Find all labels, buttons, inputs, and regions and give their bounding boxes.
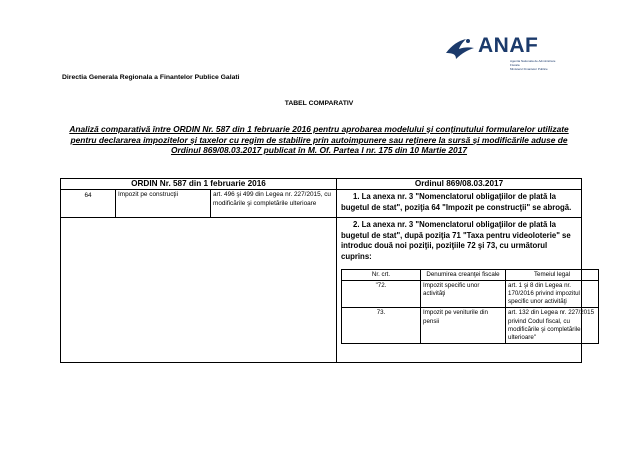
nested-cell: art. 132 din Legea nr. 227/2015 privind Codul fiscal, cu modificările şi completările ulterioare" <box>506 308 599 344</box>
nested-cell: art. 1 şi 8 din Legea nr. 170/2016 privind impozitul specific unor activităţi <box>506 280 599 308</box>
logo-tagline: Agentia Nationala de Administrare Fiscala Ministerul Finantelor Publice <box>510 59 556 71</box>
change-description: 2. La anexa nr. 3 "Nomenclatorul obligaţiilor de plată la bugetul de stat", după poziţia 71 "Taxa pentru videoloterie" se introduc două noi poziţii, poziţiile 72 şi 73, cu următorul cuprins: Nr. crt. Denumirea creanţei fiscale Temeiul legal "72. Impozit specific unor activităţi art. 1 şi 8 din Legea nr. 170/2016 privind impozitul specific unor activităţi 73. Impozit pe veniturile din pensii art. 132 din Legea nr. 227/2015 privind Codul fiscal, cu modificările şi completările ulterioare" <box>337 218 582 363</box>
document-title: TABEL COMPARATIV <box>284 100 354 107</box>
table-row <box>61 218 582 363</box>
anaf-bird-icon <box>444 35 476 61</box>
nested-cell: "72. <box>342 280 421 308</box>
column-header-new-order: Ordinul 869/08.03.2017 <box>337 179 582 190</box>
nested-table-row <box>342 308 599 344</box>
comparison-table <box>60 178 595 363</box>
nested-cell: 73. <box>342 308 421 344</box>
table-row <box>61 190 582 218</box>
nested-table-header <box>342 269 599 280</box>
logo-wordmark: ANAF <box>478 34 539 57</box>
nested-table <box>341 269 599 345</box>
nested-cell: Impozit pe veniturile din pensii <box>421 308 506 344</box>
column-header-old-order: ORDIN Nr. 587 din 1 februarie 2016 <box>61 179 337 190</box>
nested-header-temei: Temeiul legal <box>506 269 599 280</box>
nested-header-denumire: Denumirea creanţei fiscale <box>421 269 506 280</box>
position-number: 64 <box>61 190 116 218</box>
empty-cell <box>61 218 337 363</box>
anaf-logo <box>444 33 564 83</box>
legal-basis: art. 496 şi 499 din Legea nr. 227/2015, cu modificările şi completările ulterioare <box>211 190 337 218</box>
nested-cell: Impozit specific unor activităţi <box>421 280 506 308</box>
organization-name: Directia Generala Regionala a Finantelor Publice Galati <box>62 74 240 81</box>
document-subtitle: Analiză comparativă între ORDIN Nr. 587 din 1 februarie 2016 pentru aprobarea modelului şi conţinutului formularelor utilizate pentru declararea impozitelor şi taxelor cu regim de stabilire prin autoimpunere sau reţinere la sursă şi modificările aduse de Ordinul 869/08.03.2017 publicat în M. Of. Partea I nr. 175 din 10 Martie 2017 <box>69 124 569 156</box>
table-header-row <box>61 179 582 190</box>
nested-table-row <box>342 280 599 308</box>
change-description: 1. La anexa nr. 3 "Nomenclatorul obligaţiilor de plată la bugetul de stat", poziţia 64 "Impozit pe construcţii" se abrogă. <box>337 190 582 218</box>
obligation-name: Impozit pe construcţii <box>116 190 211 218</box>
nested-header-nr: Nr. crt. <box>342 269 421 280</box>
